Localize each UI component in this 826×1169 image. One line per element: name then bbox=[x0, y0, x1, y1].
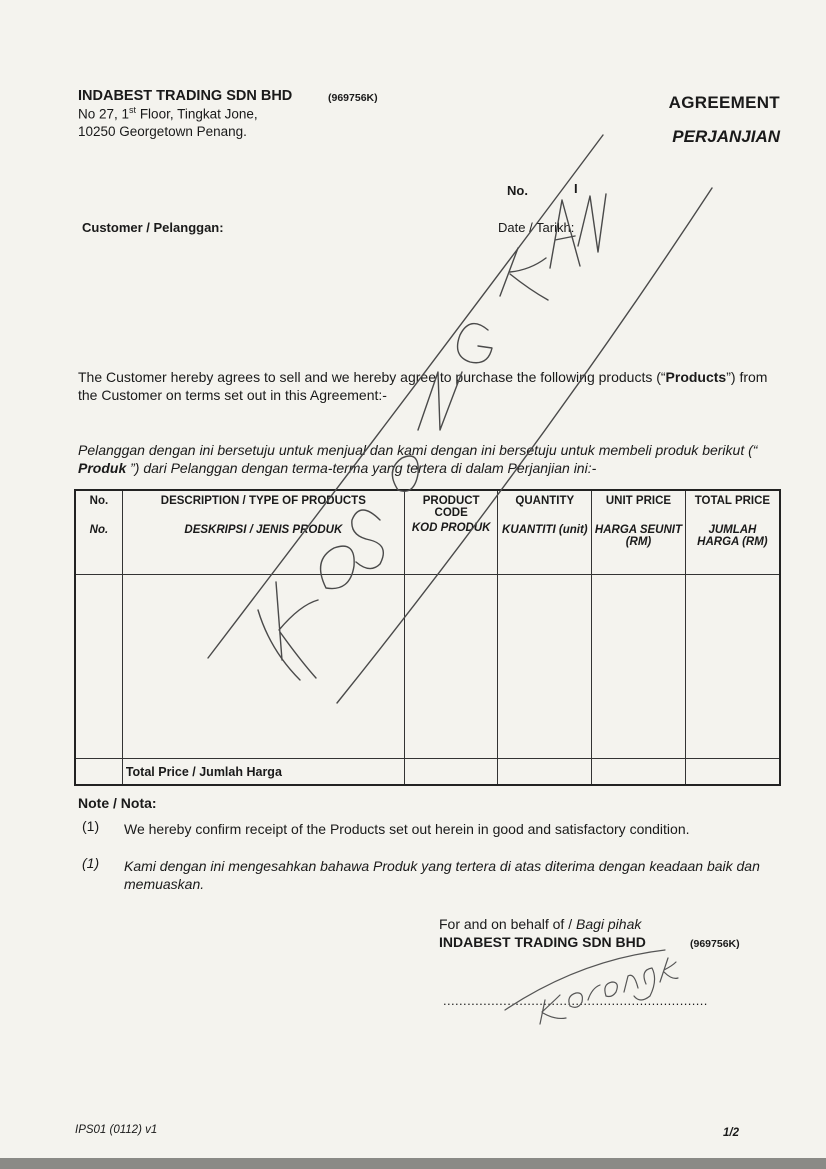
document-title-english: AGREEMENT bbox=[668, 93, 780, 112]
total-cell-unit-price bbox=[592, 759, 686, 786]
customer-label: Customer / Pelanggan: bbox=[82, 220, 224, 235]
form-code: IPS01 (0112) v1 bbox=[75, 1124, 158, 1136]
signature-company-registration: (969756K) bbox=[690, 938, 740, 950]
products-table bbox=[74, 489, 781, 786]
total-cell-product-code bbox=[404, 759, 498, 786]
column-header-description: DESCRIPTION / TYPE OF PRODUCTS DESKRIPSI / JENIS PRODUK bbox=[122, 490, 404, 575]
column-header-no: No. No. bbox=[75, 490, 122, 575]
company-address-line-1: No 27, 1st Floor, Tingkat Jone, bbox=[78, 105, 258, 122]
column-header-unit-price: UNIT PRICE HARGA SEUNIT (RM) bbox=[592, 490, 686, 575]
page-number: 1/2 bbox=[723, 1127, 739, 1139]
cell-description[interactable] bbox=[122, 575, 404, 759]
signature-line[interactable]: .................................................................. bbox=[443, 993, 708, 1008]
table-header-row bbox=[75, 490, 780, 575]
cell-no[interactable] bbox=[75, 575, 122, 759]
company-name: INDABEST TRADING SDN BHD bbox=[78, 88, 293, 104]
handwritten-signature bbox=[660, 958, 678, 982]
on-behalf-of-label: For and on behalf of / Bagi pihak bbox=[439, 916, 642, 932]
cell-quantity[interactable] bbox=[498, 575, 592, 759]
note-text-english: We hereby confirm receipt of the Products set out herein in good and satisfactory condition. bbox=[124, 821, 690, 837]
note-text-malay: Kami dengan ini mengesahkan bahawa Produk yang tertera di atas diterima dengan keadaan baik dan memuaskan. bbox=[124, 858, 760, 892]
total-cell-total-price[interactable] bbox=[685, 759, 780, 786]
intro-paragraph-malay: Pelanggan dengan ini bersetuju untuk menjual dan kami dengan ini bersetuju untuk membeli produk berikut (“ Produk ”) dari Pelanggan dengan terma-terma yang tertera di dalam Perjanjian ini:- bbox=[78, 442, 758, 476]
handwritten-letter bbox=[500, 248, 548, 300]
cell-unit-price[interactable] bbox=[592, 575, 686, 759]
total-cell-quantity[interactable] bbox=[498, 759, 592, 786]
document-title-malay: PERJANJIAN bbox=[672, 127, 780, 146]
cell-product-code[interactable] bbox=[404, 575, 498, 759]
intro-paragraph-english: The Customer hereby agrees to sell and we hereby agree to purchase the following products (“Products”) from the Customer on terms set out in this Agreement:- bbox=[78, 369, 768, 403]
column-header-product-code: PRODUCT CODE KOD PRODUK bbox=[404, 490, 498, 575]
total-empty-cell bbox=[75, 759, 122, 786]
total-row bbox=[75, 759, 780, 786]
date-label: Date / Tarikh: bbox=[498, 220, 575, 235]
table-row bbox=[75, 575, 780, 759]
handwritten-letter bbox=[458, 324, 492, 363]
scan-bottom-edge bbox=[0, 1158, 826, 1169]
agreement-number-label: No. bbox=[507, 183, 528, 198]
total-price-label: Total Price / Jumlah Harga bbox=[122, 759, 404, 786]
note-title: Note / Nota: bbox=[78, 795, 157, 811]
cell-total-price[interactable] bbox=[685, 575, 780, 759]
agreement-number-value: I bbox=[574, 181, 578, 196]
note-number-english: (1) bbox=[82, 818, 100, 834]
company-registration-number: (969756K) bbox=[328, 92, 378, 104]
note-number-malay: (1) bbox=[82, 855, 100, 871]
signature-company-name: INDABEST TRADING SDN BHD bbox=[439, 934, 646, 950]
column-header-quantity: QUANTITY KUANTITI (unit) bbox=[498, 490, 592, 575]
company-address-line-2: 10250 Georgetown Penang. bbox=[78, 124, 247, 139]
column-header-total-price: TOTAL PRICE JUMLAH HARGA (RM) bbox=[685, 490, 780, 575]
handwritten-letter bbox=[578, 194, 606, 252]
